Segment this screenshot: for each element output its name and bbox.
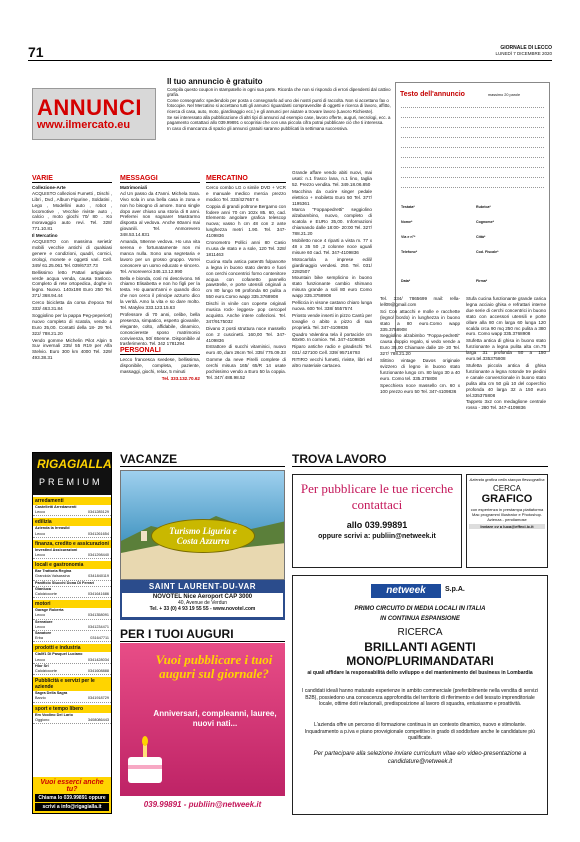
rigagialla-entry[interactable] [33, 505, 111, 516]
ad-item: Ad Un passo da 47anni. Michela Sara. Vivo sola in una bella casa in zona e non ho bisogno di amore. Sono single dopo aver chiuso una storia di 8 anni. Preferrei non sognare! Mastrarmo disposta al vedova. Anche 60anni mai giovanili. Tel. Anmorevero 348.53.14.831 [120, 190, 200, 238]
form-line[interactable] [401, 167, 544, 168]
rigagialla-entry[interactable] [33, 526, 111, 537]
ad-item: Macchina da cucire singer pedale elettrico + mobiletto Euro 50 Tel. 377/ 1195361 [292, 188, 372, 206]
entry-name: Sanatore [35, 631, 52, 636]
hotel-address: 40, Avenue de Verdun [177, 600, 228, 606]
ad-item: Professore di 70 anni, celibe, bella presenza, simpatico, esperto giovanile, elegante, colto, affidabile, dinamico, conosciereste sposo matrimonio convivenza, 50/ 65enne. Disponibile al trasferimento. Tel. 342 1781294 [120, 311, 200, 347]
hotel-name: NOVOTEL Nice Aeroport CAP 3000 [152, 594, 253, 600]
subsection-collezione: Collezione-Arte [32, 184, 66, 190]
ad-item: Bella e bionda, così mi descrivono. Mi chiamo Elisabetta e non ho figli per la testa. Ho quarant'anni e quando dico che non cerco il principe azzurro dico la verità. Amo la vita e so dare molto. Tel. Matylex 333.123.15.63 [120, 275, 200, 311]
rigagialla-header [33, 453, 111, 495]
rigagialla-box [32, 452, 112, 814]
ad-item: Coppia di grandi poltrone Bergamo con fodere anni 70 cm 102x 85. 60, cad. Elemento angolare grafica telescop nuova; vasso h cm 48 con 2 ante lunghezza metri 1.90. Tel. 347-4109836 [206, 203, 286, 239]
annunci-title: ANNUNCI [37, 95, 142, 120]
ad-item: Soggiolino per la pappa Peg-peperiort) nuovo completo di scatola, vendo a Euro 35,00. Contatti della 18- 29 Tel. 322/ 788.21.20 [32, 312, 112, 336]
lavoro-box [292, 474, 462, 568]
publication-date: LUNEDÌ 7 DICEMBRE 2020 [495, 51, 552, 56]
entry-location: Lecco [35, 657, 46, 662]
auguri-contact[interactable]: 039.99891 - publiin@netweek.it [120, 796, 285, 814]
hotel-details [122, 593, 283, 617]
rigagialla-entry[interactable] [33, 652, 111, 663]
lavoro-email[interactable]: oppure scrivi a: publiin@netweek.it [318, 533, 436, 540]
form-label-cognome: Cognome* [476, 220, 494, 224]
vacanze-image [120, 470, 285, 580]
rigagialla-entry[interactable] [33, 713, 111, 724]
column-4 [292, 170, 372, 370]
entry-location: Barzio [35, 696, 46, 701]
form-label-codfisc: Cod. Fiscale* [476, 250, 499, 254]
cerca-role: GRAFICO [481, 493, 533, 505]
ad-item: Stufetta piccola antica di ghisa funzionante a legna rotonde tre piedini e canale convenzionale in buono stato pulita alta cm 50 giù 10 del coperchio profonda 40 larga 32 a 150 euro tel.335375808 [466, 362, 546, 398]
cerca-grafico-ad [466, 474, 548, 568]
entry-phone: 0341261654 [87, 531, 109, 536]
ad-item: Lecco francesca svedese, bellissima, disponibile, completa, paziente, massaggi, giochi, relax, 5 minuti [120, 357, 200, 375]
form-line[interactable] [401, 107, 544, 108]
rigagialla-category: arredamenti [33, 497, 111, 505]
form-line[interactable] [401, 147, 544, 148]
rigagialla-entry[interactable] [33, 569, 111, 580]
ad-item: Mountain bike semplicino in buono stato funzionante cambio shimano misura grande a soli 80 euro Como wapp 335.3758908 [292, 275, 372, 299]
entry-name: Castelletti Arredamenti [35, 505, 77, 509]
entry-phone: 031647711 [90, 636, 109, 641]
ad-item: Divano 2 posti struttura noce massello con 2 cuscinetti. 160,00 Tel. 347-4109836 [206, 325, 286, 343]
info-block [167, 79, 392, 131]
rigagialla-phone[interactable]: Chiama lo 039.99891 oppure [35, 794, 109, 802]
form-subtitle: massimo 20 parole [488, 93, 521, 97]
section-title-messaggi: MESSAGGI [120, 176, 200, 183]
form-title: Testo dell'annuncio [400, 91, 465, 98]
form-label-testata: Testata* [401, 205, 415, 209]
form-label-nome: Nome* [401, 220, 413, 224]
rigagialla-category: edilizia [33, 518, 111, 526]
ad-item: RITIRO vecchi fumetti, riviste, libri ed altro materiale cartaceo. [292, 357, 372, 369]
cerca-details: con esperienza in prestampa piattaforma Mac programmi Illustrator e Photoshop. Azienza - pendiamose [470, 507, 544, 522]
section-title-mercatino: MERCATINO [206, 176, 286, 183]
rigagialla-entry[interactable] [33, 620, 111, 631]
info-p1: Compila questo coupon in stampatello in ogni sua parte. Ricorda che non si rispondo di errori dipendenti dal cattivo grafia. [167, 86, 391, 98]
entry-phone: 0341234471 [87, 624, 109, 629]
cerca-email[interactable]: Inviare cv a luca@effeci.ic.it [469, 524, 545, 529]
subsection-mercatino: Il Mercatino [32, 233, 58, 239]
column-5 [380, 296, 460, 396]
entry-name: Garage Roberta [35, 608, 64, 613]
netweek-role: BRILLANTI AGENTI MONO/PLURIMANDATARI [346, 640, 494, 668]
ad-item: Bellissimo letto Pattari artigianale verde acqua venda, causa trasloco. Completo di rete ortopedica, doghe in legno. Nuovo. 140x198 Euro 250 Tel. 371/ 368.94.44 [32, 269, 112, 299]
subsection-matrimoniali: Matrimoniali [120, 184, 148, 190]
rigagialla-entry[interactable] [33, 631, 111, 642]
section-auguri: PER I TUOI AUGURI [120, 627, 285, 642]
form-line[interactable] [401, 187, 544, 188]
netweek-ad [292, 575, 548, 815]
header-rule [28, 60, 552, 61]
badge-line2: Costa Azzurra [176, 536, 230, 546]
entry-name: Sagra Della Sagra [35, 691, 68, 696]
ad-item: Cronometro Pollici anni 80 Casio m.usa de stato e a sole, 120 Tel. 328/ 1811463 [206, 240, 286, 257]
hotel-contact[interactable]: Tel. + 33 (0) 4 93 19 55 55 - www.novotel.com [149, 606, 256, 612]
ad-item: Pelliccia in visone castano chiaro lunga nuova. 600 Tel. 338/ 5557574 [292, 300, 372, 311]
rigagialla-list [33, 497, 111, 724]
section-trova-lavoro: TROVA LAVORO [292, 452, 548, 467]
entry-name: Investind Assicurazioni [35, 547, 78, 552]
info-title: Il tuo annuncio è gratuito [167, 77, 263, 86]
column-6 [466, 296, 546, 412]
lavoro-phone[interactable]: allo 039.99891 [346, 520, 408, 530]
info-p2: Come consegnarlo: spedendolo per posta o consegnarlo ad uno dei nostri punti di raccolta. Non si accettano fax o fotocopie. Nel Mercatino si accettano tutti gli annunci riguardanti compravendite di oggetti e ricerca di lavoro, affitto, ricerca di casa, auto, moto, giardinaggio ecc.) e gli annunci per aiutare a trovare lavoro (Lavoro Richieste). [167, 97, 391, 114]
annunci-banner [32, 88, 156, 140]
ad-item: Grande affare vendo abiti nuovi, mai usati: n.1 frasco lana, n.1 lino, taglia 52. Prezzo vendita. Tel. 349.18.06.850 [292, 170, 372, 187]
entry-name: Em Voolino Del Lario [35, 712, 73, 717]
ad-item: Amanda, 58enne vedova. Ho una vita serena e fortunatamente non mi manca nulla. Sono una segretaria e lavoro per un grosso gruppo. Vorrei conoscere un uomo educato e sincero. Tel. Amoreveroi 346.13.12.990 [120, 239, 200, 274]
entry-name: Azienda la Irreasild [35, 526, 70, 531]
cerca-label: CERCA [492, 484, 521, 493]
netweek-profile: I candidati ideali hanno maturato esperienze in ambito commerciale (preferibilmente nella vendita di servizi B2B), possiedono una conoscenza approfondita del territorio di riferimento e dell tessuto imprenditoriale locale, ottime doti relazionali, predisposizione al lavoro di squadra, entusiasmo e proattività. [302, 688, 538, 707]
annunci-url[interactable]: www.ilmercato.eu [37, 119, 131, 131]
auguri-subline: Anniversari, compleanni, lauree, nuovi nati... [153, 709, 277, 728]
ad-item: ACQUISTO con massima serietà' mobili vecchie antichi di qualsiasi genere e condizioni, quadri, cornici, orologi, monete e oggetti vari. Cell. 349/ 61.25.061 Tel. 039/6737.73 [32, 239, 112, 268]
column-varie [32, 176, 112, 362]
ad-item: Vendo gomme Michelin Pilot Alpin 5 Suv invernali 235/ 55 R19 per Alfa Stelvio. Euro 300 km 4000 Tel. 329/ 493.38.31 [32, 337, 112, 361]
form-line[interactable] [401, 137, 544, 138]
entry-phone: 3408086443 [87, 717, 109, 722]
ad-item: Seggiolino alzabimbo "Foppa-pedretti" causa doppio regalo, si vedo vende a Euro 35,00 Chiamare dalle 18- 20 Tel. 327/ 788.21.20 [380, 333, 460, 357]
badge-line1: Turismo Liguria e [169, 526, 237, 536]
entry-location: Calolziocorte [35, 669, 57, 674]
entry-name: Cia0f1 Di Pasquel Luciano [35, 652, 83, 657]
ad-item: Cucina stufa antica patent5 fulpanorte a legna in buono stato dentro e fuori con cerchi concentrici forno contenitore acqua con cofanetto pannello pawstrelle, e porte utensili originali a cm 80 lungo 98 profonda 60 pulita a 550 euro.Como wapp 335.3768908 [206, 258, 286, 300]
lavoro-headline: Per pubblicare le tue ricerche contattaci [300, 481, 454, 512]
section-title-personali: PERSONALI [120, 348, 200, 355]
rigagialla-premium: PREMIUM [39, 477, 103, 487]
ad-item: Tappeto 3x2 con medaglione centrale rosso - 280 Tel. 347-4109836 [466, 399, 546, 411]
rigagialla-category: motori [33, 600, 111, 608]
cake-icon [124, 731, 166, 787]
entry-location: Lecco [35, 613, 46, 618]
form-label-rubrica: Rubrica* [476, 205, 491, 209]
netweek-scope: ai quali affidare la responsabilità dello sviluppo e del mantenimento del business in Lombardia [307, 670, 533, 676]
entry-name: Hlor Srl [35, 663, 49, 668]
column-messaggi [120, 176, 200, 383]
entry-phone: 0341641686 [87, 592, 109, 597]
rigagialla-entry[interactable] [33, 608, 111, 619]
netweek-ricerca: RICERCA [397, 627, 443, 638]
ad-item: Priosto vende inserti in pizzo Cantù per tovaglie o abito a pizzo di sua proprietà. Tel. 347-4109836 [292, 312, 372, 330]
form-label-data: Data* [401, 279, 411, 283]
ad-item: Gomme da neve Pirelli complete di cerchi misura 165/ 65/R 14 usate pochissimo vendo a Euro 50 la coppia. Tel. 347/ 488.98.52 [206, 357, 286, 380]
publication-name: GIORNALE DI LECCO [500, 45, 552, 51]
rigagialla-entry[interactable] [33, 664, 111, 675]
section-title-varie: VARIE [32, 176, 112, 183]
ad-item: Dischi in vinile con coperte originali musica rock- leggera- pop cercopel acquisto. Anche intere collezioni. Tel. 347/9175032 [206, 301, 286, 324]
page-number: 71 [28, 44, 44, 60]
form-label-citta: Città* [476, 235, 486, 239]
ad-item: Mobiletto noce 4 riparti a vista m. 77 x 48 x 35 50 ,2 colonne noce uguali misure 60 cad. Tel. 347-4109836 [292, 237, 372, 255]
ad-phone: Tel. 333.132.70.62 [161, 376, 200, 381]
rigagialla-logo: RIGAGIALLA [37, 457, 112, 471]
entry-phone: 0341298440 [87, 553, 109, 558]
entry-phone: 0341608888 [87, 669, 109, 674]
netweek-spa: S.p.A. [445, 586, 465, 593]
ad-item: Slittino vintage Davos originale svizzero di legno in buono stato funzionante lungo cm. 80 largo 30 a 40 euro. Como tel. 335.375808 [380, 358, 460, 381]
ad-item: Quadro Valentina tela il portacicle cm 60x90. In cornice. Tel. 347-4109836 [292, 331, 372, 343]
vacanze-badge [151, 519, 255, 553]
info-p3: Se sei interessato alla pubblicazione di altri tipi di annunci ad esempio case, lavoro offerte, auguri, necrologi, ecc. a pagamento contattaci allo 039.99891 o scopririai che con una piccola cifra potrai pubblicare ciò che ti interessa. [167, 114, 391, 126]
entry-name: Sereatore [35, 619, 53, 624]
entry-location: Lecco [35, 510, 46, 515]
cerca-company: Azienda grafica nella stampa flessografica [469, 477, 545, 482]
ad-item: Specchiera noce massello cm. 60 x 100 prezzo euro 50 Tel. 347-4109836 [380, 382, 460, 394]
rigagialla-entry[interactable] [33, 691, 111, 702]
entry-phone: 0341358091 [87, 613, 109, 618]
rigagialla-entry[interactable] [33, 587, 111, 598]
entry-phone: 0341918729 [87, 696, 109, 701]
entry-location: Calolziocorte [35, 592, 57, 597]
form-label-telefono: Telefono* [401, 250, 418, 254]
netweek-logo: netweek [371, 584, 441, 598]
entry-phone: 0341428034 [87, 657, 109, 662]
rigagialla-footer [33, 777, 111, 813]
rigagialla-category: finanza, credito e assicurazioni [33, 540, 111, 548]
entry-phone: 0341840119 [88, 574, 109, 579]
entry-name: Bar Trattoria Regina [35, 569, 72, 574]
entry-location: Lecco [35, 531, 46, 536]
entry-location: Oggiono [35, 717, 50, 722]
entry-location: Lecco [35, 553, 46, 558]
form-line[interactable] [401, 127, 544, 128]
rigagialla-email[interactable]: scrivi a info@rigagialla.it [35, 803, 109, 811]
info-p4: In caso di mancanza di spazio gli annunci gratuiti saranno pubblicati la settimana successiva. [167, 125, 349, 131]
ad-item: Marca "Foppapedretti" seggiolino alzabambino, nuovo, completo di scatola e EURo 35,00. Informazioni chiamando dalle 18:00- 20:00 Tel. 327/ 788.21.20 [292, 207, 372, 237]
ad-item: Estrattore di succhi vitaminici, nuovo euro 40, dam 26cm Tel. 335/ 775.09.33 [206, 344, 286, 356]
entry-phone: 0341285129 [87, 510, 109, 515]
netweek-offer: L'azienda offre un percorso di formazione continua in un contesto dinamico, nuovo e stimolante. Inquadramento a p.iva e piano provvigionale competitivo in grado di soddisfare anche le candidature più qualificate. [304, 722, 536, 741]
ad-item: Stufetta antica di ghisa in buono stato funzionante a legna pulita alta cm.75 larga 31 profonda 50 a 150 euro.tel.335375808 [466, 338, 546, 362]
entry-name: Panificio Stucchi Dona Di Ferrari [35, 580, 95, 585]
entry-location: Grandola Valsassina [35, 574, 70, 579]
ad-item: ACQUISTO collezioni Fumetti , Dischi , Libri , Dvd , Album Figurine , Soldatini , Lego , Modellini auto , robot , locomotive , Vecchie riviste auto , calcio , moto giochi 70/ 80 . Ko moravaggio auto revi. Tel. 328/ 771.10.81 [32, 190, 112, 232]
ad-item: Stufa cucina funzionante grande carica legna acciaio ghisa e refrattari interne due serie di cerchi concentrici in buono stato con accessori utensili e porte ollare alla 80 cm larga 60 lunga 120 scalda crca 90 mq 250 mc pulita a 380 euro. Como wapp 335.3768908 [466, 296, 546, 337]
column-mercatino [206, 176, 286, 382]
ad-item: Cerco combo LG o simile DVD + VCR e manuale medico mercia prezzo modico Tel. 333/427657 6 [206, 184, 286, 202]
hotel-banner [120, 580, 285, 620]
form-line[interactable] [401, 177, 544, 178]
entry-location: Erba [35, 636, 44, 641]
rigagialla-entry[interactable] [33, 548, 111, 559]
section-vacanze: VACANZE [120, 452, 285, 467]
form-line[interactable] [401, 157, 544, 158]
form-line[interactable] [401, 117, 544, 118]
hotel-location: SAINT LAURENT-DU-VAR [148, 582, 257, 591]
rigagialla-category: sport e tempo libero [33, 705, 111, 713]
ad-item: Sci Con attacchi e molle e racchette (legno/ bordo) in lunghezza in buono stato a 80 euro.Como wapp 335.3758908 [380, 308, 460, 332]
rigagialla-category: Pubblicità e servizi per le aziende [33, 677, 111, 691]
ad-item: Motocarlola a imprese edili/ giardinaggio vendesi. 250. Tel. 031/ 2282507 [292, 256, 372, 274]
form-label-firma: Firma* [476, 279, 488, 283]
rigagialla-category: locali e gastronomia [33, 561, 111, 569]
ad-item: Tel. 334/ 7865699 mail: rella-lell09@gmail.com [380, 296, 460, 307]
form-label-via: Via e n°* [401, 235, 416, 239]
netweek-apply[interactable]: Per partecipare alla selezione inviare curriculum vitae e/o video-presentazione a candidature@netweek.it [313, 751, 527, 765]
rigagialla-question: Vuoi esserci anche tu? [40, 779, 104, 793]
netweek-line1: PRIMO CIRCUITO DI MEDIA LOCALI IN ITALIA [354, 606, 486, 612]
entry-name: Gianluca [35, 586, 52, 591]
ad-item: Riparo antiche radio e giradischi Tel. 031/ 427100 Cell. 339/ 95716793 [292, 344, 372, 356]
netweek-line2: IN CONTINUA ESPANSIONE [380, 616, 460, 622]
rigagialla-category: prodotti e industria [33, 644, 111, 652]
auguri-headline: Vuoi pubblicare i tuoi auguri sul giornale? [155, 652, 273, 681]
entry-location: Lecco [35, 624, 46, 629]
ad-item: Cerco bicicletta da corsa d'epoca Tel 333/ 463.31.84 [32, 300, 112, 312]
auguri-ad [120, 643, 285, 814]
